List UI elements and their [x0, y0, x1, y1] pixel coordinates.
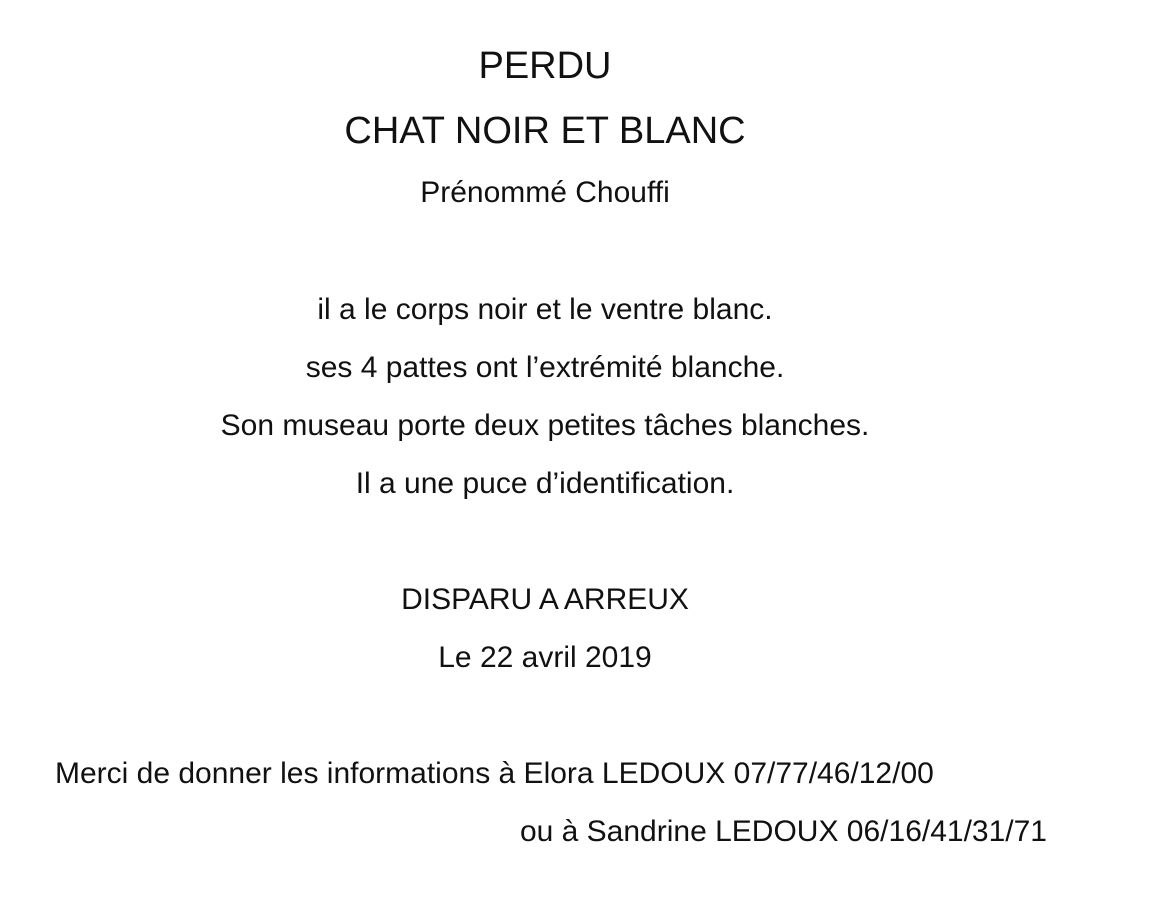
description-line: Son museau porte deux petites tâches blanches. — [220, 409, 870, 442]
poster-subheading: CHAT NOIR ET BLANC — [344, 110, 746, 152]
contact-line-2: ou à Sandrine LEDOUX 06/16/41/31/71 — [519, 815, 1047, 848]
disappearance-date: Le 22 avril 2019 — [438, 641, 652, 674]
description-line: Il a une puce d’identification. — [355, 467, 735, 500]
contact-line-1: Merci de donner les informations à Elora LEDOUX 07/77/46/12/00 — [55, 757, 934, 790]
poster-heading: PERDU — [478, 45, 612, 87]
disappearance-location: DISPARU A ARREUX — [401, 583, 689, 616]
description-line: ses 4 pattes ont l’extrémité blanche. — [305, 351, 785, 384]
cat-name-line: Prénommé Chouffi — [420, 176, 670, 209]
description-line: il a le corps noir et le ventre blanc. — [317, 293, 773, 326]
